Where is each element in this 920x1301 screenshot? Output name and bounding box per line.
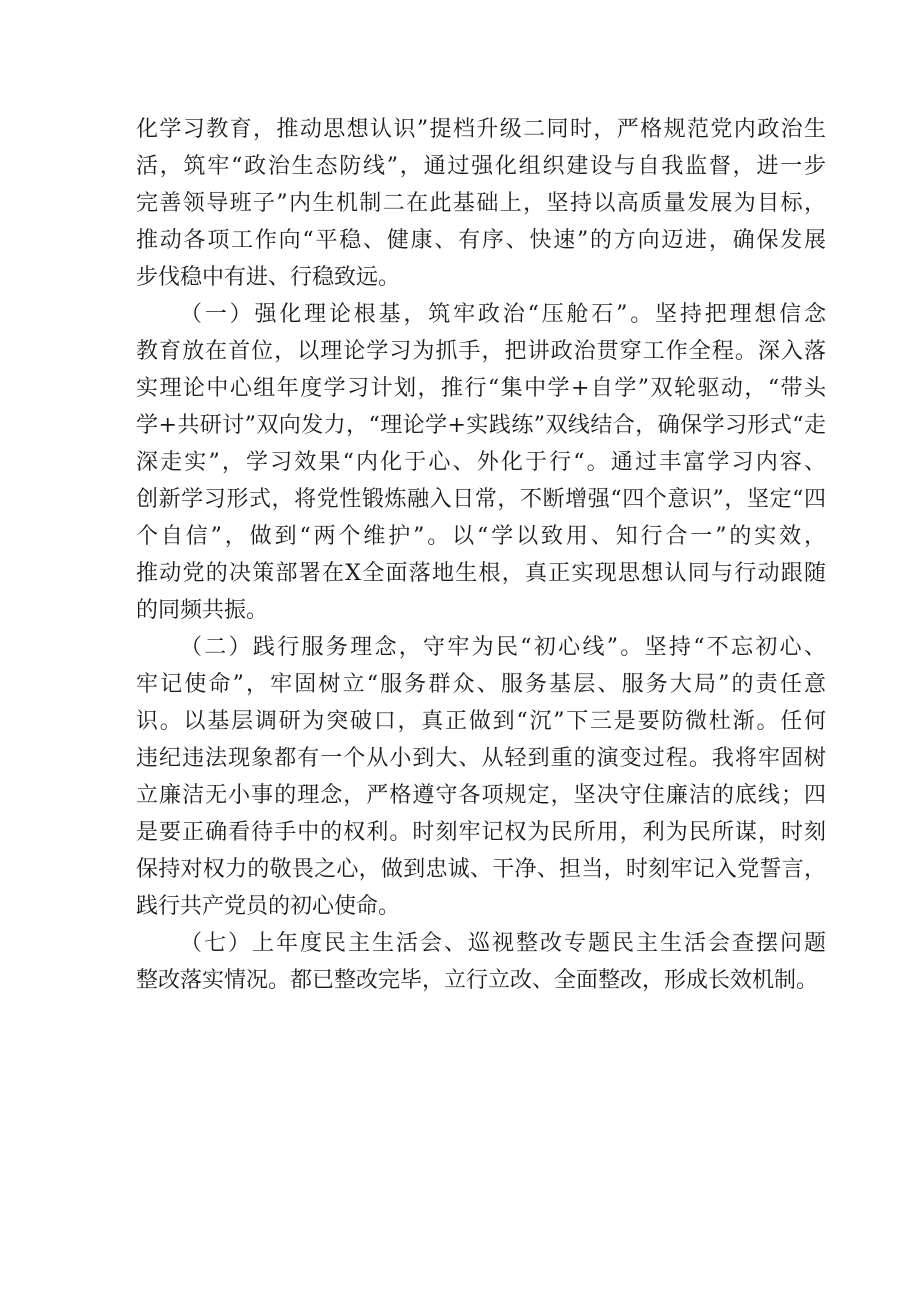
text-line: 是要正确看待手中的权利。时刻牢记权为民所用，利为民所谋，时刻 — [136, 820, 826, 845]
text-line: 的同频共振。 — [136, 598, 269, 623]
text-line: 个自信”，做到“两个维护”。以“学以致用、知行合一”的实效， — [136, 524, 826, 549]
text-line: 保持对权力的敬畏之心，做到忠诚、干净、担当，时刻牢记入党誓言， — [136, 857, 826, 882]
paragraph-section-seven — [136, 925, 826, 999]
text-line: 完善领导班子”内生机制二在此基础上，坚持以高质量发展为目标， — [136, 191, 826, 216]
text-line: 践行共产党员的初心使命。 — [136, 894, 401, 919]
text-line: 活，筑牢“政治生态防线”，通过强化组织建设与自我监督，进一步 — [136, 154, 826, 179]
text-line: 牢记使命”，牢固树立“服务群众、服务基层、服务大局”的责任意 — [136, 672, 826, 697]
text-line: 推动党的决策部署在X全面落地生根，真正实现思想认同与行动跟随 — [136, 561, 826, 586]
text-line: （七）上年度民主生活会、巡视整改专题民主生活会查摆问题 — [180, 931, 826, 956]
text-line: 学+共研讨”双向发力，“理论学+实践练”双线结合，确保学习形式“走 — [136, 413, 826, 438]
text-line: 识。以基层调研为突破口，真正做到“沉”下三是要防微杜渐。任何 — [136, 709, 826, 734]
text-line: 深走实”，学习效果“内化于心、外化于行“。通过丰富学习内容、 — [136, 450, 826, 475]
paragraph-intro — [136, 111, 826, 296]
text-line: 实理论中心组年度学习计划，推行“集中学+自学”双轮驱动，“带头 — [136, 376, 826, 401]
text-line: 创新学习形式，将党性锻炼融入日常，不断增强“四个意识”，坚定“四 — [136, 487, 826, 512]
text-line: 推动各项工作向“平稳、健康、有序、快速”的方向迈进，确保发展 — [136, 228, 826, 253]
text-line: （一）强化理论根基，筑牢政治“压舱石”。坚持把理想信念 — [180, 302, 826, 327]
document-body — [136, 111, 826, 999]
text-line: 立廉洁无小事的理念，严格遵守各项规定，坚决守住廉洁的底线；四 — [136, 783, 826, 808]
text-line: 违纪违法现象都有一个从小到大、从轻到重的演变过程。我将牢固树 — [136, 746, 826, 771]
paragraph-section-two — [136, 629, 826, 925]
text-line: 教育放在首位，以理论学习为抓手，把讲政治贯穿工作全程。深入落 — [136, 339, 826, 364]
paragraph-section-one — [136, 296, 826, 629]
text-line: （二）践行服务理念，守牢为民“初心线”。坚持“不忘初心、 — [180, 635, 826, 660]
text-line: 化学习教育，推动思想认识”提档升级二同时，严格规范党内政治生 — [136, 117, 826, 142]
text-line: 步伐稳中有进、行稳致远。 — [136, 265, 401, 290]
text-line: 整改落实情况。都已整改完毕，立行立改、全面整改，形成长效机制。 — [136, 968, 819, 993]
